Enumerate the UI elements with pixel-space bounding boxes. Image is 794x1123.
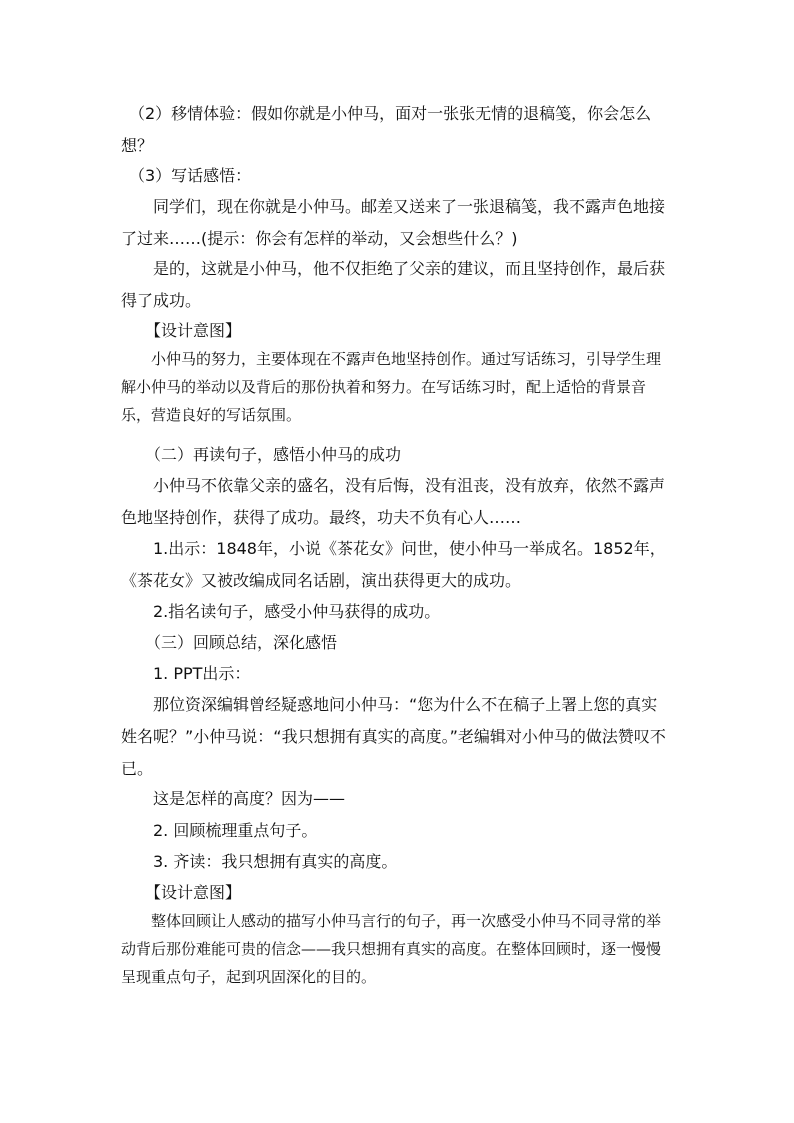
paragraph-xiaozhongma-perseverance: 小仲马不依靠父亲的盛名，没有后悔，没有沮丧，没有放弃，依然不露声色地坚持创作，获得了成功。最终，功夫不负有心人…… (121, 476, 666, 527)
paragraph-show-1848: 1.出示：1848年，小说《茶花女》问世，使小仲马一举成名。1852年，《茶花女》又被改编成同名话剧，演出获得更大的成功。 (121, 539, 666, 590)
paragraph-empathy-experience: （2）移情体验：假如你就是小仲马，面对一张张无情的退稿笺，你会怎么想？ (121, 104, 652, 155)
paragraph-read-together: 3. 齐读：我只想拥有真实的高度。 (121, 852, 398, 871)
section-heading-reread: （二）再读句子，感悟小仲马的成功 (121, 445, 402, 464)
paragraph-editor-dialogue: 那位资深编辑曾经疑惑地问小仲马：“您为什么不在稿子上署上您的真实姓名呢？”小仲马说：“我只想拥有真实的高度。”老编辑对小仲马的做法赞叹不已。 (121, 695, 666, 778)
design-intent-heading-2: 【设计意图】 (121, 883, 242, 902)
paragraph-writing-prompt: 同学们，现在你就是小仲马。邮差又送来了一张退稿笺，我不露声色地接了过来……(提示：你会有怎样的举动，又会想些什么？) (121, 197, 666, 248)
paragraph-named-reading: 2.指名读句子，感受小仲马获得的成功。 (121, 602, 441, 621)
design-intent-text-1: 小仲马的努力，主要体现在不露声色地坚持创作。通过写话练习，引导学生理解小仲马的举动以及背后的那份执着和努力。在写话练习时，配上适恰的背景音乐，营造良好的写话氛围。 (121, 350, 662, 424)
paragraph-writing-reflection-heading: （3）写话感悟： (121, 166, 252, 185)
paragraph-conclusion-success: 是的，这就是小仲马，他不仅拒绝了父亲的建议，而且坚持创作，最后获得了成功。 (121, 259, 666, 310)
paragraph-what-height: 这是怎样的高度？因为—— (121, 789, 346, 808)
paragraph-review-key-sentences: 2. 回顾梳理重点句子。 (121, 821, 318, 840)
design-intent-heading-1: 【设计意图】 (121, 321, 242, 340)
section-heading-review: （三）回顾总结，深化感悟 (121, 633, 338, 652)
paragraph-ppt-show: 1. PPT出示： (121, 664, 251, 683)
design-intent-text-2: 整体回顾让人感动的描写小仲马言行的句子，再一次感受小仲马不同寻常的举动背后那份难能可贵的信念——我只想拥有真实的高度。在整体回顾时，逐一慢慢呈现重点句子，起到巩固深化的目的。 (121, 912, 662, 986)
